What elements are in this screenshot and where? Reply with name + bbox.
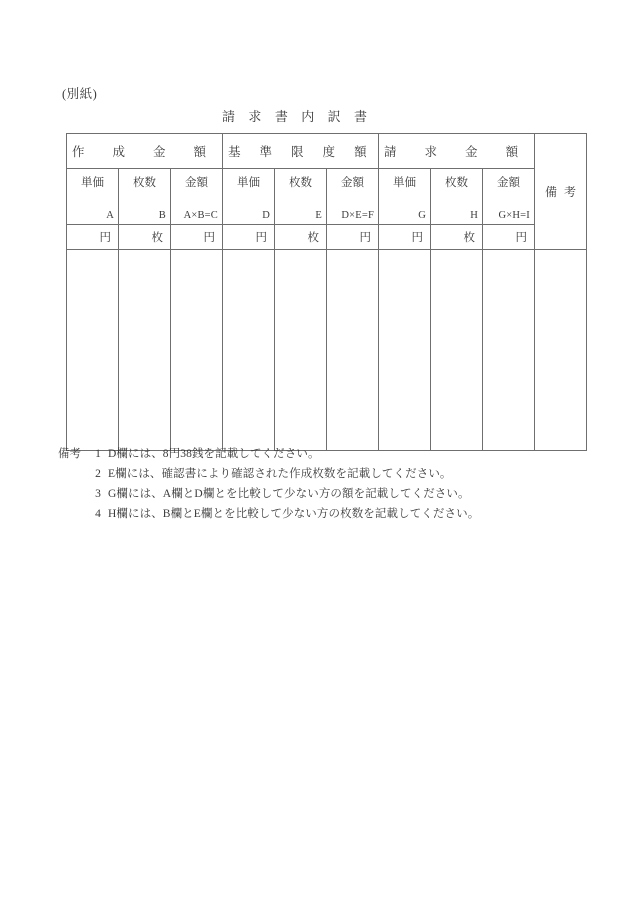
title-char-1: 求 bbox=[248, 109, 262, 124]
column-header-sheet-count-e bbox=[275, 169, 327, 225]
formula-code: G×H=I bbox=[498, 210, 531, 221]
formula-code: H bbox=[470, 210, 479, 221]
table-group-header-row bbox=[67, 134, 587, 169]
group3-char-1: 求 bbox=[424, 145, 438, 159]
footnote-item-3 bbox=[58, 485, 598, 505]
group-header-standard-limit-amount bbox=[223, 134, 379, 169]
formula-code: E bbox=[315, 210, 322, 221]
title-char-0: 請 bbox=[222, 109, 236, 124]
unit-cell-a: 円 bbox=[67, 225, 119, 250]
footnote-text: G欄には、A欄とD欄とを比較して少ない方の額を記載してください。 bbox=[108, 488, 470, 500]
formula-code: G bbox=[418, 210, 427, 221]
formula-code: D bbox=[262, 210, 270, 221]
unit-cell-h: 枚 bbox=[431, 225, 483, 250]
remarks-char-1: 考 bbox=[564, 185, 577, 199]
formula-code: A×B=C bbox=[183, 210, 218, 221]
sub-label: 単価 bbox=[393, 177, 417, 189]
table-sub-header-row bbox=[67, 169, 587, 225]
footnotes-section bbox=[58, 445, 598, 525]
group-char-1: 成 bbox=[112, 145, 126, 159]
title-char-5: 書 bbox=[354, 109, 368, 124]
footnote-text: H欄には、B欄とE欄とを比較して少ない方の枚数を記載してください。 bbox=[108, 508, 480, 520]
column-header-remarks bbox=[535, 134, 587, 250]
footnote-number: 2 bbox=[95, 468, 101, 480]
entry-cell-amount-f[interactable] bbox=[327, 250, 379, 451]
attachment-label: (別紙) bbox=[62, 87, 98, 101]
unit-cell-d: 円 bbox=[223, 225, 275, 250]
entry-cell-unit-price-g[interactable] bbox=[379, 250, 431, 451]
group2-char-0: 基 bbox=[228, 145, 241, 159]
group-char-3: 額 bbox=[193, 145, 207, 159]
table-units-row bbox=[67, 225, 587, 250]
entry-cell-unit-price-d[interactable] bbox=[223, 250, 275, 451]
group3-char-2: 金 bbox=[465, 145, 478, 159]
sub-label: 単価 bbox=[237, 177, 260, 189]
sub-label: 金額 bbox=[341, 177, 364, 189]
remarks-char-0: 備 bbox=[545, 185, 558, 199]
title-char-3: 内 bbox=[301, 109, 315, 124]
footnote-text: E欄には、確認書により確認された作成枚数を記載してください。 bbox=[108, 468, 452, 480]
group2-char-3: 度 bbox=[322, 145, 336, 159]
unit-cell-e: 枚 bbox=[275, 225, 327, 250]
formula-code: A bbox=[106, 210, 114, 221]
footnote-item-1 bbox=[58, 445, 598, 465]
column-header-unit-price-a bbox=[67, 169, 119, 225]
table-row bbox=[67, 250, 587, 451]
formula-code: D×E=F bbox=[341, 210, 375, 221]
footnotes-label: 備考 bbox=[58, 448, 81, 460]
unit-cell-g: 円 bbox=[379, 225, 431, 250]
column-header-amount-i bbox=[483, 169, 535, 225]
group-header-creation-amount bbox=[67, 134, 223, 169]
column-header-unit-price-g bbox=[379, 169, 431, 225]
column-header-sheet-count-b bbox=[119, 169, 171, 225]
footnote-item-4 bbox=[58, 505, 598, 525]
sub-label: 枚数 bbox=[445, 177, 469, 189]
unit-cell-b: 枚 bbox=[119, 225, 171, 250]
footnote-item-2 bbox=[58, 465, 598, 485]
entry-cell-unit-price-a[interactable] bbox=[67, 250, 119, 451]
entry-cell-sheet-count-h[interactable] bbox=[431, 250, 483, 451]
formula-code: B bbox=[158, 210, 166, 221]
group2-char-4: 額 bbox=[354, 145, 367, 159]
group2-char-1: 準 bbox=[259, 145, 273, 159]
entry-cell-sheet-count-b[interactable] bbox=[119, 250, 171, 451]
footnote-number: 4 bbox=[95, 508, 101, 520]
column-header-amount-c bbox=[171, 169, 223, 225]
entry-cell-amount-c[interactable] bbox=[171, 250, 223, 451]
sub-label: 枚数 bbox=[289, 177, 312, 189]
unit-cell-f: 円 bbox=[327, 225, 379, 250]
unit-cell-i: 円 bbox=[483, 225, 535, 250]
column-header-amount-f bbox=[327, 169, 379, 225]
group-header-billed-amount bbox=[379, 134, 535, 169]
sub-label: 単価 bbox=[81, 177, 104, 189]
group3-char-3: 額 bbox=[505, 145, 519, 159]
unit-cell-c: 円 bbox=[171, 225, 223, 250]
sub-label: 金額 bbox=[497, 177, 521, 189]
column-header-unit-price-d bbox=[223, 169, 275, 225]
group-char-2: 金 bbox=[153, 145, 166, 159]
page-title bbox=[222, 106, 522, 125]
entry-cell-remarks[interactable] bbox=[535, 250, 587, 451]
entry-cell-amount-i[interactable] bbox=[483, 250, 535, 451]
entry-cell-sheet-count-e[interactable] bbox=[275, 250, 327, 451]
footnote-text: D欄には、8円38銭を記載してください。 bbox=[108, 448, 320, 460]
invoice-breakdown-table-wrapper bbox=[66, 133, 577, 451]
title-char-2: 書 bbox=[274, 109, 289, 124]
invoice-breakdown-table bbox=[66, 133, 587, 451]
footnote-number: 3 bbox=[95, 488, 101, 500]
title-char-4: 訳 bbox=[327, 109, 342, 124]
footnote-number: 1 bbox=[95, 448, 101, 460]
column-header-sheet-count-h bbox=[431, 169, 483, 225]
sub-label: 金額 bbox=[185, 177, 208, 189]
group-char-0: 作 bbox=[72, 145, 85, 159]
group2-char-2: 限 bbox=[291, 145, 304, 159]
group3-char-0: 請 bbox=[384, 145, 397, 159]
sub-label: 枚数 bbox=[133, 177, 156, 189]
